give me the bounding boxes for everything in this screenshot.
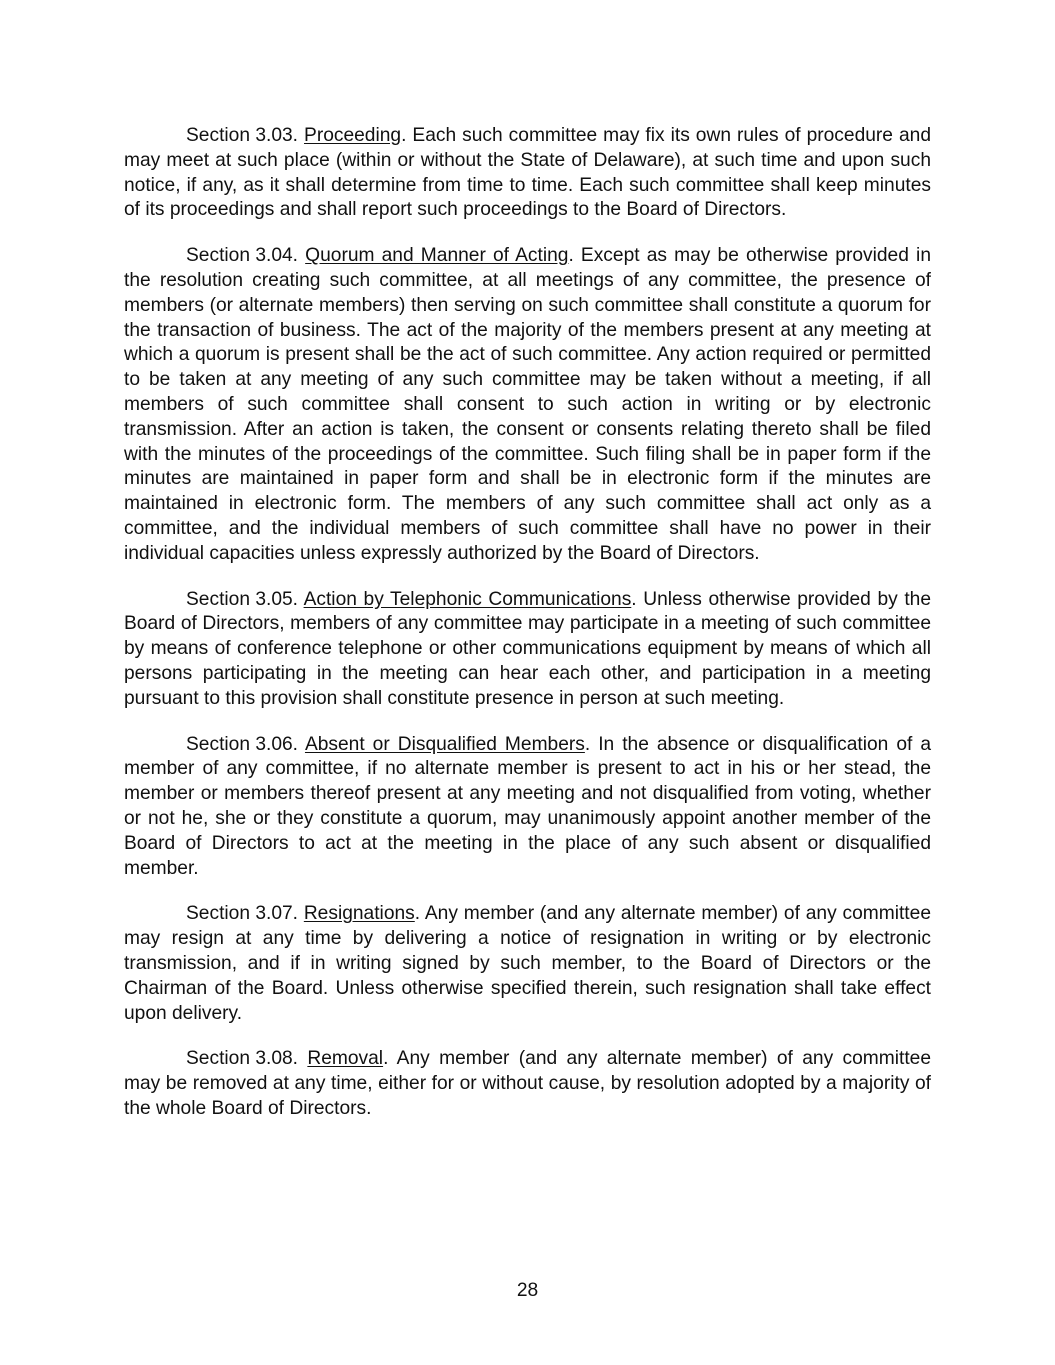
section-body: . Each such committee may fix its own rules of procedure and may meet at such place (within or without the State of Delaware), at such time and upon such notice, if any, as it shall determine from time to time. Each such committee shall keep minutes of its proceedings and shall report such proceedings to the Board of Directors. bbox=[124, 125, 931, 221]
section-title: Absent or Disqualified Members bbox=[304, 733, 585, 755]
section-number: Section 3.08. bbox=[186, 1048, 299, 1070]
section-body: . Except as may be otherwise provided in the resolution creating such committee, at all meetings of any committee, the presence of members (or alternate members) then serving on such committee shall constitute a quorum for the transaction of business. The act of the majority of the members present at any meeting at which a quorum is present shall be the act of such committee. Any action required or permitted to be taken at any meeting of any such committee may be taken without a meeting, if all members of such committee shall consent to such action in writing or by electronic transmission. After an action is taken, the consent or consents relating thereto shall be filed with the minutes of the proceedings of the committee. Such filing shall be in paper form if the minutes are maintained in paper form and shall be in electronic form if the minutes are maintained in electronic form. The members of any such committee shall act only as a committee, and the individual members of such committee shall have no power in their individual capacities unless expressly authorized by the Board of Directors. bbox=[124, 245, 931, 564]
section-3-07 bbox=[124, 902, 931, 1026]
section-body: . In the absence or disqualification of a member of any committee, if no alternate member is present to act in his or her stead, the member or members thereof present at any meeting and not disqualified from voting, whether or not he, she or they constitute a quorum, may unanimously appoint another member of the Board of Directors to act at the meeting in the place of any such absent or disqualified member. bbox=[124, 733, 931, 879]
section-3-03 bbox=[124, 124, 931, 223]
page-number: 28 bbox=[516, 1280, 539, 1301]
section-number: Section 3.03. bbox=[186, 125, 299, 146]
section-3-05 bbox=[124, 588, 931, 712]
section-title: Action by Telephonic Communications bbox=[303, 588, 632, 610]
section-3-04 bbox=[124, 244, 931, 566]
section-body: . Any member (and any alternate member) of any committee may resign at any time by delivering a notice of resignation in writing or by electronic transmission, and if in writing signed by such member, to the Board of Directors or the Chairman of the Board. Unless otherwise specified therein, such resignation shall take effect upon delivery. bbox=[124, 903, 931, 1024]
section-title: Resignations bbox=[303, 903, 415, 925]
section-title: Removal bbox=[307, 1048, 384, 1070]
section-3-06 bbox=[124, 733, 931, 882]
document-page bbox=[124, 124, 931, 1143]
section-number: Section 3.05. bbox=[186, 588, 299, 610]
section-title: Proceeding bbox=[304, 125, 402, 146]
section-3-08 bbox=[124, 1047, 931, 1121]
section-number: Section 3.04. bbox=[186, 245, 299, 267]
section-number: Section 3.06. bbox=[186, 733, 299, 755]
section-body: . Any member (and any alternate member) of any committee may be removed at any time, either for or without cause, by resolution adopted by a majority of the whole Board of Directors. bbox=[124, 1048, 931, 1119]
section-number: Section 3.07. bbox=[186, 903, 299, 925]
section-body: . Unless otherwise provided by the Board of Directors, members of any committee may participate in a meeting of such committee by means of conference telephone or other communications equipment by means of which all persons participating in the meeting can hear each other, and participation in a meeting pursuant to this provision shall constitute presence in person at such meeting. bbox=[124, 588, 931, 709]
section-title: Quorum and Manner of Acting bbox=[305, 245, 569, 267]
